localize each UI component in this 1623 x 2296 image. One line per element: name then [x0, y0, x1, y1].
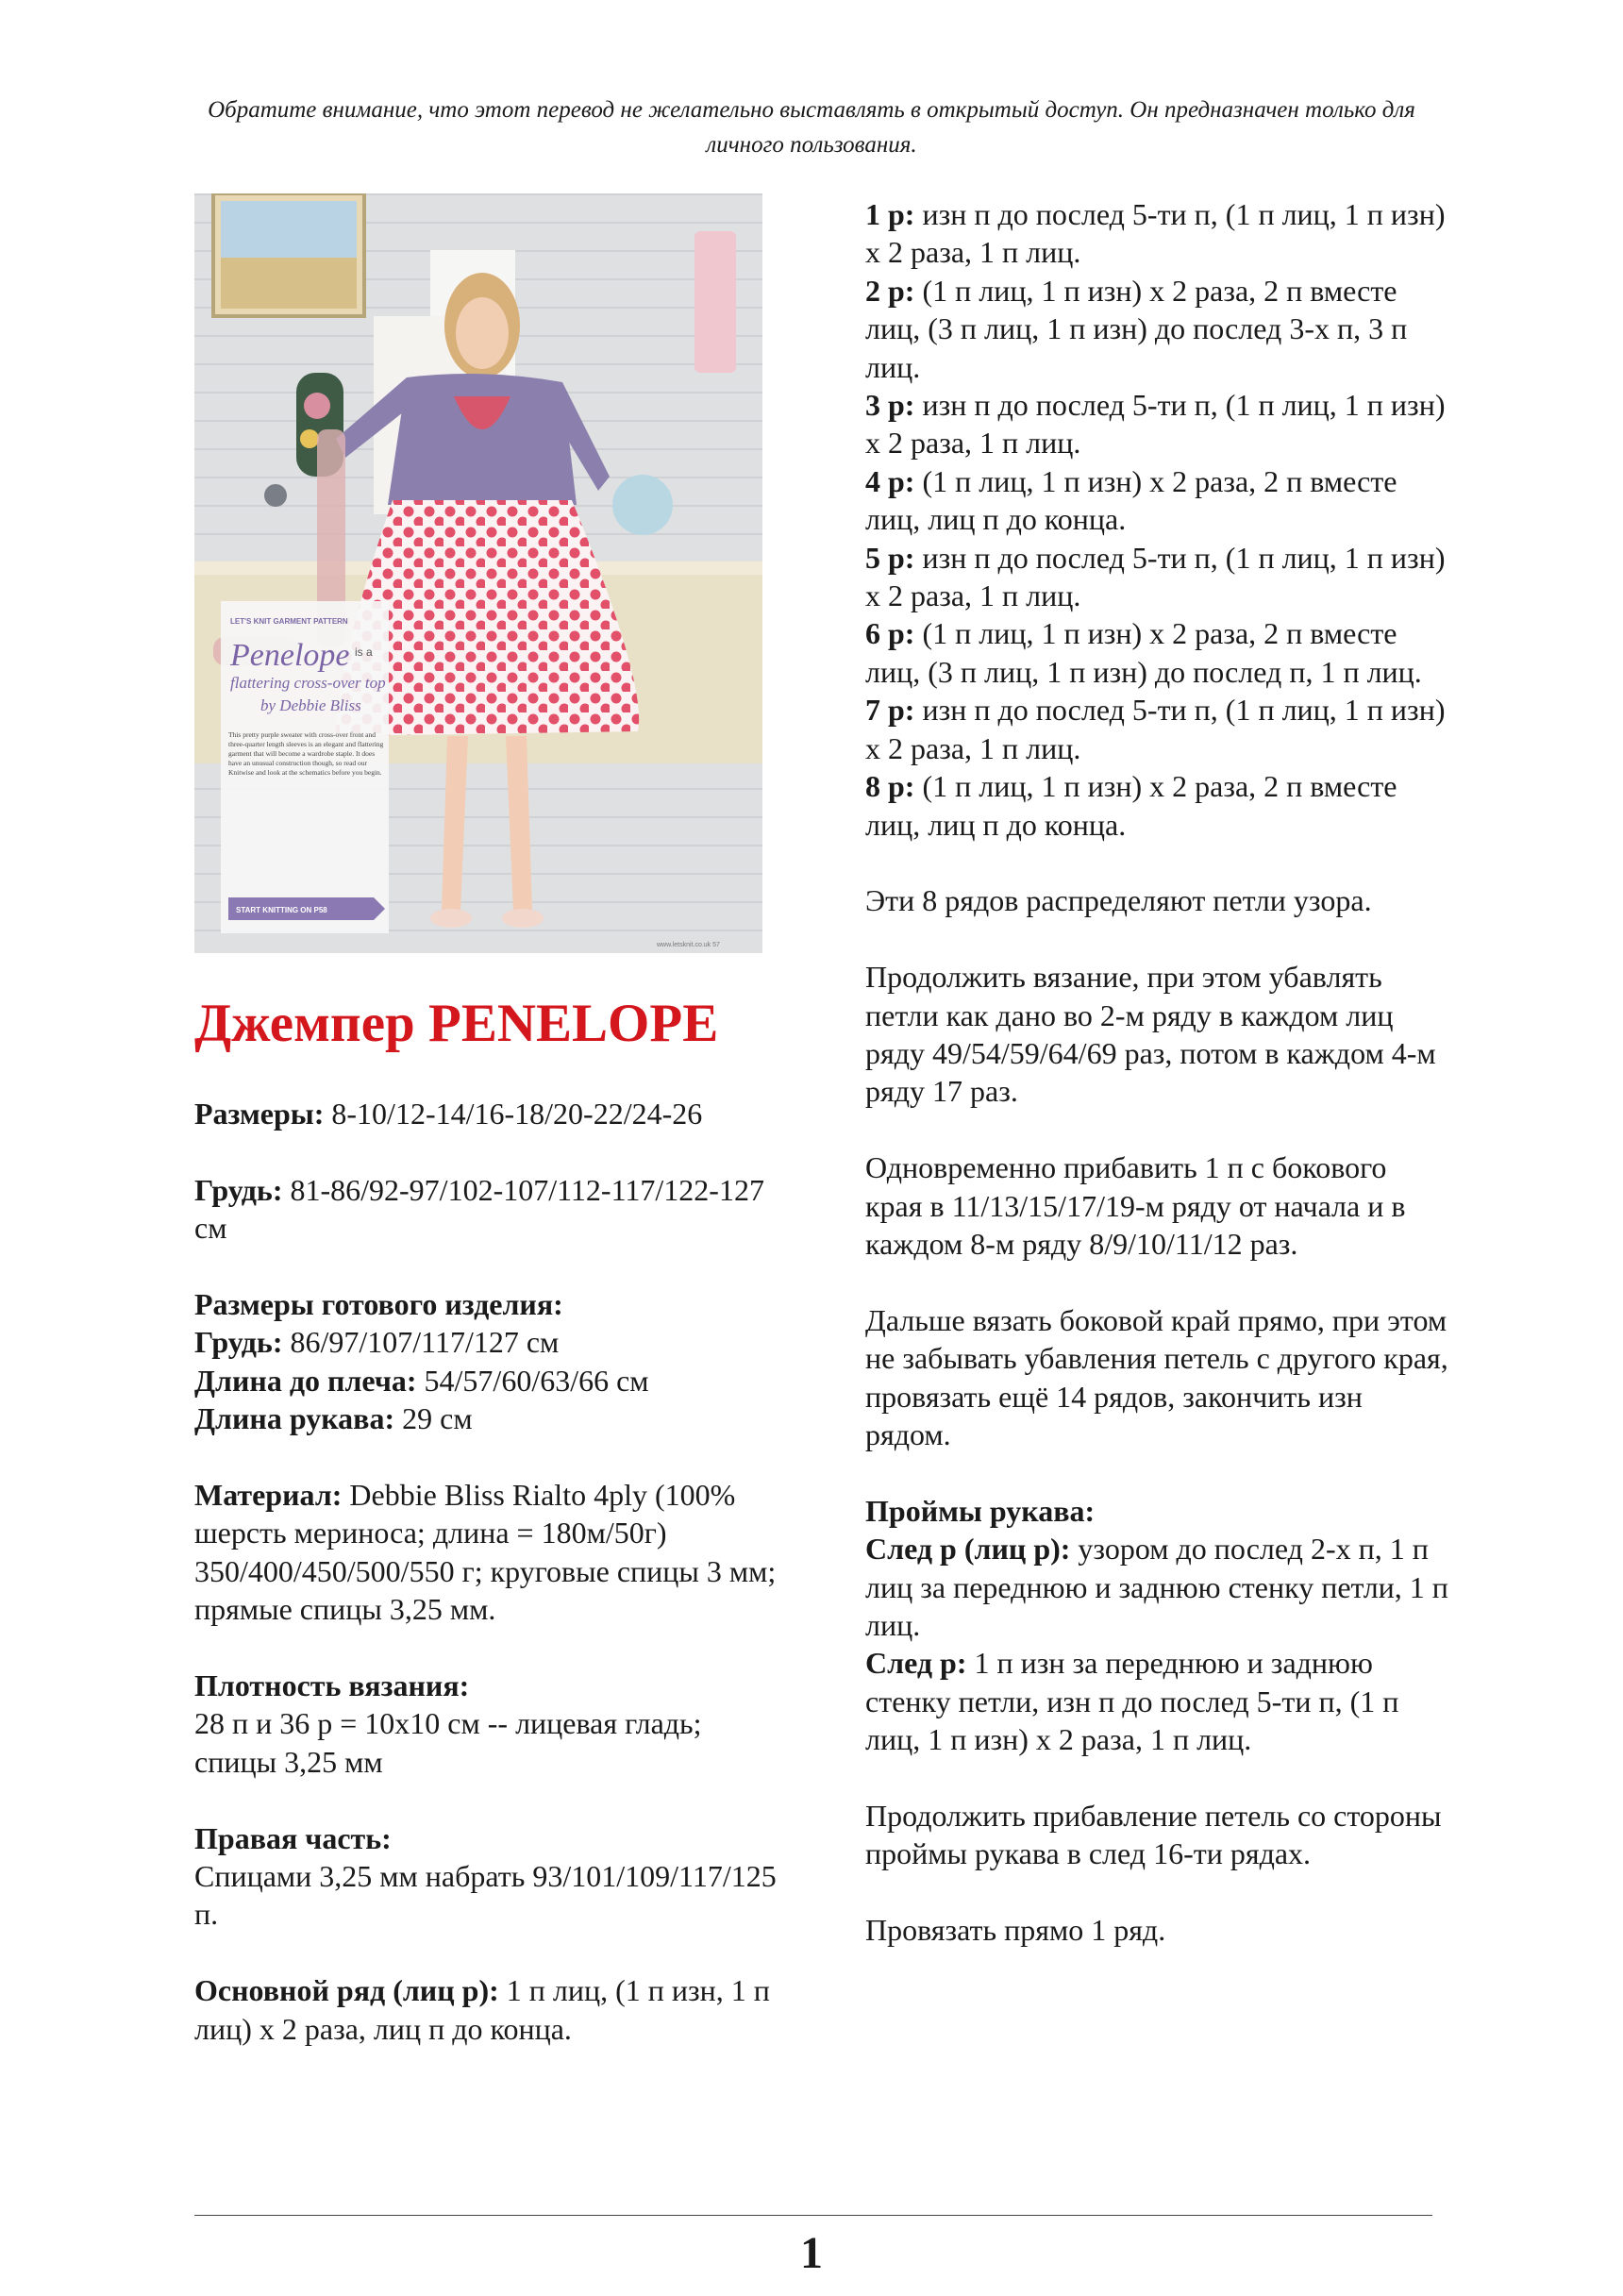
- photo-blurb-line: This pretty purple sweater with cross-over front and: [228, 730, 376, 739]
- photo-kicker: LET'S KNIT GARMENT PATTERN: [230, 617, 348, 626]
- sizes-paragraph: Размеры: 8-10/12-14/16-18/20-22/24-26: [194, 1097, 703, 1131]
- photo-blurb-line: have an unusual construction though, so read our: [228, 759, 368, 767]
- section-heading: Размеры готового изделия:: [194, 1287, 563, 1321]
- pattern-row: 8 р: (1 п лиц, 1 п изн) х 2 раза, 2 п вместе лиц, лиц п до конца.: [865, 769, 1397, 842]
- pattern-row: 4 р: (1 п лиц, 1 п изн) х 2 раза, 2 п вместе лиц, лиц п до конца.: [865, 463, 1397, 537]
- finished-sizes-section: Размеры готового изделия: Грудь: 86/97/107/117/127 см Длина до плеча: 54/57/60/63/66 см Длина рукава: 29 см: [194, 1287, 649, 1436]
- body-paragraph: Эти 8 рядов распределяют петли узора.: [865, 883, 1372, 918]
- pattern-row: 7 р: изн п до послед 5-ти п, (1 п лиц, 1 п изн) х 2 раза, 1 п лиц.: [865, 693, 1446, 765]
- cover-photo: [194, 193, 762, 953]
- pattern-row: 3 р: изн п до послед 5-ти п, (1 п лиц, 1 п изн) х 2 раза, 1 п лиц.: [865, 388, 1446, 461]
- body-paragraph: Продолжить прибавление петель со стороны проймы рукава в след 16-ти рядах.: [865, 1798, 1442, 1871]
- chest-paragraph: Грудь: 81-86/92-97/102-107/112-117/122-127 см: [194, 1172, 764, 1246]
- privacy-notice: Обратите внимание, что этот перевод не желательно выставлять в открытый доступ. Он предназначен только для личного пользования.: [208, 97, 1415, 158]
- pattern-rows: [865, 195, 1450, 844]
- photo-cta: START KNITTING ON P58: [236, 906, 327, 914]
- pattern-row: 1 р: изн п до послед 5-ти п, (1 п лиц, 1 п изн) х 2 раза, 1 п лиц.: [865, 197, 1446, 270]
- body-paragraph: Провязать прямо 1 ряд.: [865, 1913, 1166, 1948]
- photo-footer: www.letsknit.co.uk 57: [657, 942, 720, 948]
- pattern-row: 6 р: (1 п лиц, 1 п изн) х 2 раза, 2 п вместе лиц, (3 п лиц, 1 п изн) до послед п, 1 п лиц.: [865, 616, 1422, 689]
- footer-divider: [194, 2215, 1432, 2216]
- photo-byline: by Debbie Bliss: [260, 696, 361, 714]
- right-part-section: Правая часть: Спицами 3,25 мм набрать 93/101/109/117/125 п.: [194, 1820, 777, 1932]
- right-column: [865, 195, 1450, 1987]
- pattern-row: 5 р: изн п до послед 5-ти п, (1 п лиц, 1 п изн) х 2 раза, 1 п лиц.: [865, 540, 1446, 613]
- photo-is-a: is a: [355, 645, 373, 659]
- page-number: 1: [800, 2228, 823, 2278]
- photo-blurb-line: three-quarter length sleeves is an elegant and flattering: [228, 740, 384, 748]
- photo-blurb-line: Knitwise and look at the schematics before you begin.: [228, 768, 382, 777]
- body-paragraph: Продолжить вязание, при этом убавлять петли как дано во 2-м ряду в каждом лиц ряду 49/54/59/64/69 раз, потом в каждом 4-м ряду 17 раз.: [865, 960, 1436, 1109]
- left-column: [194, 1095, 779, 2086]
- body-paragraph: Дальше вязать боковой край прямо, при этом не забывать убавления петель с другого края, провязать ещё 14 рядов, закончить изн рядом.: [865, 1302, 1448, 1451]
- gauge-section: Плотность вязания: 28 п и 36 р = 10х10 см -- лицевая гладь; спицы 3,25 мм: [194, 1668, 702, 1779]
- armhole-section: Проймы рукава: След р (лиц р): узором до послед 2-х п, 1 п лиц за переднюю и заднюю стенку петли, 1 п лиц. След р: 1 п изн за переднюю и заднюю стенку петли, изн п до послед 5-ти п, (1 п лиц, 1 п изн) х 2 раза, 1 п лиц.: [865, 1493, 1448, 1757]
- section-heading: Проймы рукава:: [865, 1493, 1096, 1528]
- body-paragraph: Одновременно прибавить 1 п с бокового края в 11/13/15/17/19-м ряду от начала и в каждом 8-м ряду 8/9/10/11/12 раз.: [865, 1150, 1406, 1261]
- photo-blurb-line: garment that will become a wardrobe staple. It does: [228, 749, 376, 758]
- pattern-title: Джемпер PENELOPE: [194, 994, 719, 1053]
- material-paragraph: Материал: Debbie Bliss Rialto 4ply (100% шерсть мериноса; длина = 180м/50г) 350/400/450/500/550 г; круговые спицы 3 мм; прямые спицы 3,25 мм.: [194, 1478, 777, 1627]
- photo-name: Penelope: [230, 638, 350, 673]
- photo-tagline: flattering cross-over top: [230, 674, 386, 692]
- pattern-row: 2 р: (1 п лиц, 1 п изн) х 2 раза, 2 п вместе лиц, (3 п лиц, 1 п изн) до послед 3-х п, 3 п лиц.: [865, 273, 1408, 384]
- base-row-paragraph: Основной ряд (лиц р): 1 п лиц, (1 п изн, 1 п лиц) х 2 раза, лиц п до конца.: [194, 1973, 770, 2046]
- section-heading: Правая часть:: [194, 1820, 392, 1855]
- section-heading: Плотность вязания:: [194, 1668, 470, 1703]
